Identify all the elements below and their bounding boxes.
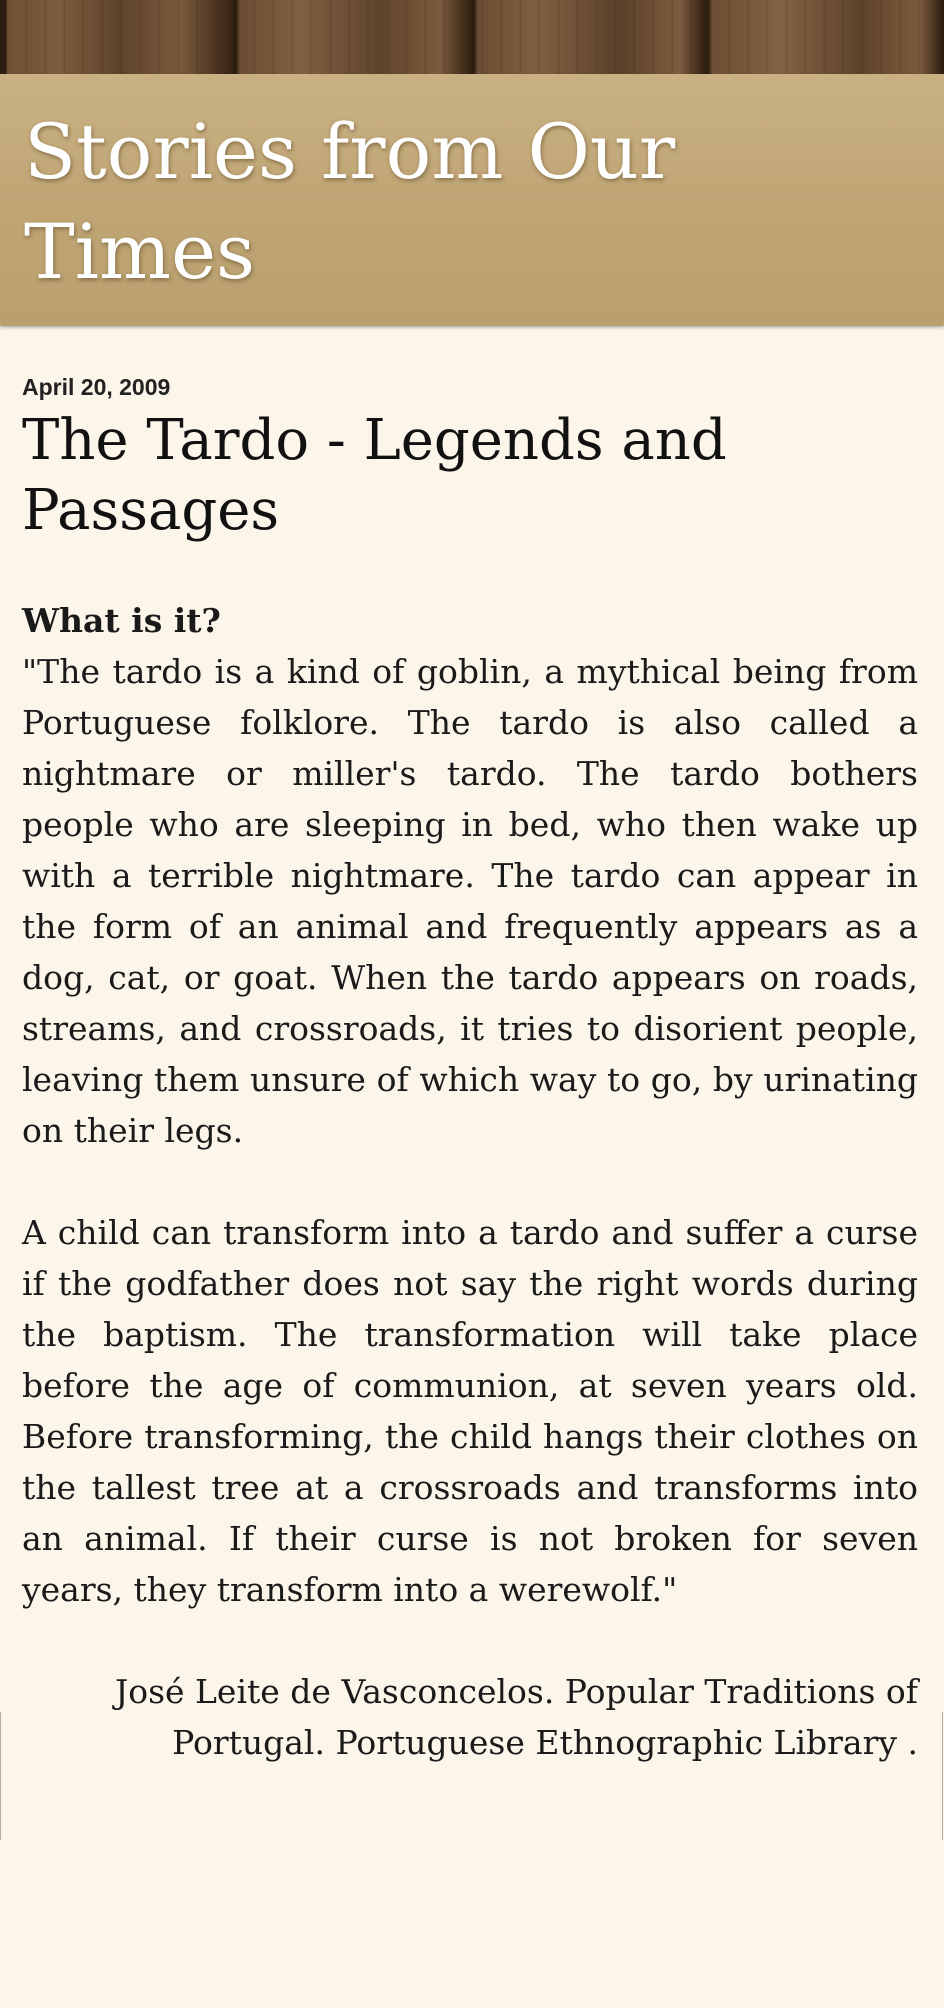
blog-header (0, 74, 944, 326)
left-border-line (0, 1712, 1, 1840)
post-content (22, 372, 918, 1768)
post-date: April 20, 2009 (22, 374, 171, 400)
post-title[interactable]: The Tardo - Legends and Passages (22, 408, 727, 543)
post-paragraph: A child can transform into a tardo and suffer a curse if the godfather does not say the right words during the baptism. The transformation will take place before the age of communion, at seven years old. Before transforming, the child hangs their clothes on the tallest tree at a crossroads and transforms into an animal. If their curse is not broken for seven years, they transform into a werewolf." (22, 1213, 918, 1609)
post-paragraph: "The tardo is a kind of goblin, a mythical being from Portuguese folklore. The tardo is also called a nightmare or miller's tardo. The tardo bothers people who are sleeping in bed, who then wake up with a terrible nightmare. The tardo can appear in the form of an animal and frequently appears as a dog, cat, or goat. When the tardo appears on roads, streams, and crossroads, it tries to disorient people, leaving them unsure of which way to go, by urinating on their legs. (22, 652, 918, 1150)
wood-banner-background (0, 0, 944, 74)
post-citation: José Leite de Vasconcelos. Popular Traditions of Portugal. Portuguese Ethnographic Library . (114, 1672, 918, 1762)
blog-title[interactable]: Stories from Our Times (24, 107, 676, 296)
right-border-line (942, 1712, 943, 1840)
post-subheading: What is it? (22, 601, 221, 640)
